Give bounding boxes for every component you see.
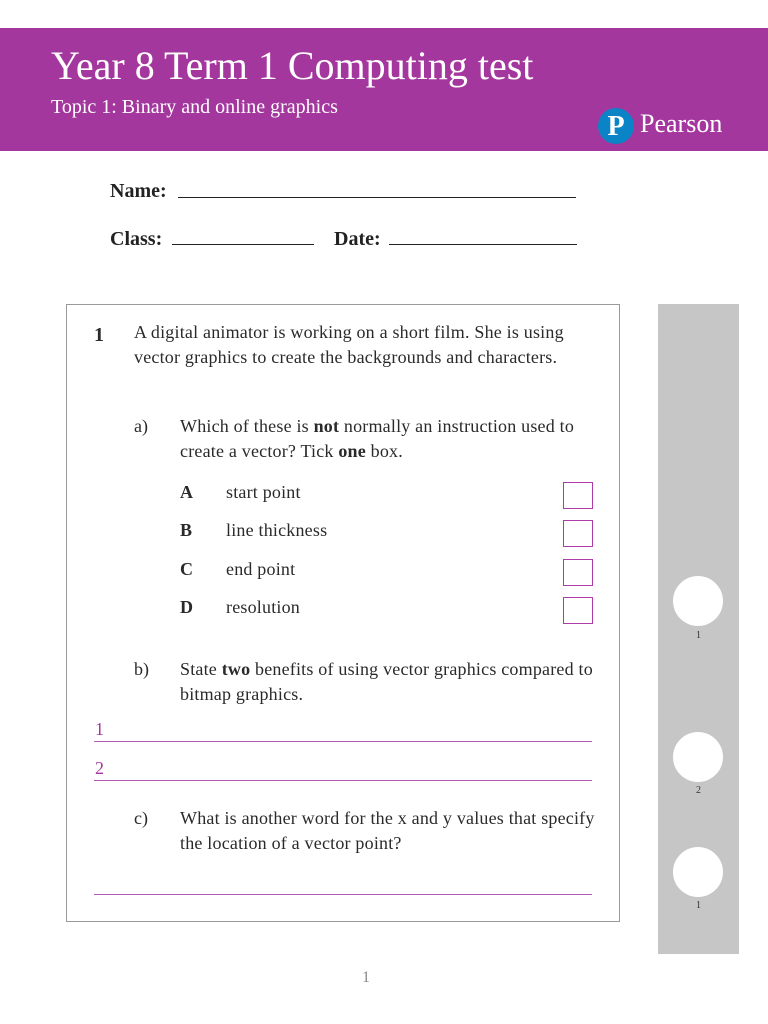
option-a-letter: A: [180, 482, 193, 502]
mark-circle-c[interactable]: [673, 847, 723, 897]
option-a-label: start point: [226, 482, 301, 502]
mark-circle-a[interactable]: [673, 576, 723, 626]
question-text: A digital animator is working on a short film. She is using vector graphics to create the backgrounds and characters.: [134, 322, 564, 367]
part-c-text: What is another word for the x and y values that specify the location of a vector point?: [180, 808, 595, 853]
mark-circle-b[interactable]: [673, 732, 723, 782]
answer-2-number: 2: [95, 758, 104, 778]
page-title: Year 8 Term 1 Computing test: [51, 43, 534, 88]
mark-value-a: 1: [696, 630, 701, 641]
class-line[interactable]: [172, 244, 314, 245]
answer-1-number: 1: [95, 719, 104, 739]
option-c-checkbox[interactable]: [563, 559, 593, 586]
mark-value-b: 2: [696, 785, 701, 796]
option-d-checkbox[interactable]: [563, 597, 593, 624]
option-c-label: end point: [226, 559, 296, 579]
answer-2-line[interactable]: [94, 780, 592, 781]
pearson-logo-icon: P: [598, 108, 634, 144]
class-label: Class:: [110, 228, 163, 250]
part-c-letter: c): [134, 808, 148, 828]
question-number: 1: [94, 324, 104, 346]
option-c-letter: C: [180, 559, 193, 579]
option-a-checkbox[interactable]: [563, 482, 593, 509]
part-b-letter: b): [134, 659, 149, 679]
pearson-logo-text: Pearson: [640, 109, 723, 138]
answer-1-line[interactable]: [94, 741, 592, 742]
option-b-checkbox[interactable]: [563, 520, 593, 547]
option-d-label: resolution: [226, 597, 300, 617]
date-label: Date:: [334, 228, 381, 250]
mark-value-c: 1: [696, 900, 701, 911]
option-b-letter: B: [180, 520, 193, 540]
option-b-label: line thickness: [226, 520, 328, 540]
part-a-text: Which of these is not normally an instruction used to create a vector? Tick one box.: [180, 416, 575, 461]
name-label: Name:: [110, 180, 167, 202]
part-b-text: State two benefits of using vector graphics compared to bitmap graphics.: [180, 659, 593, 704]
part-a-letter: a): [134, 416, 148, 436]
date-line[interactable]: [389, 244, 577, 245]
marks-column: [658, 304, 739, 954]
name-line[interactable]: [178, 197, 576, 198]
option-d-letter: D: [180, 597, 193, 617]
header-banner: [0, 28, 768, 151]
answer-c-line[interactable]: [94, 894, 592, 895]
page-number: 1: [362, 969, 370, 986]
page-subtitle: Topic 1: Binary and online graphics: [51, 96, 338, 118]
